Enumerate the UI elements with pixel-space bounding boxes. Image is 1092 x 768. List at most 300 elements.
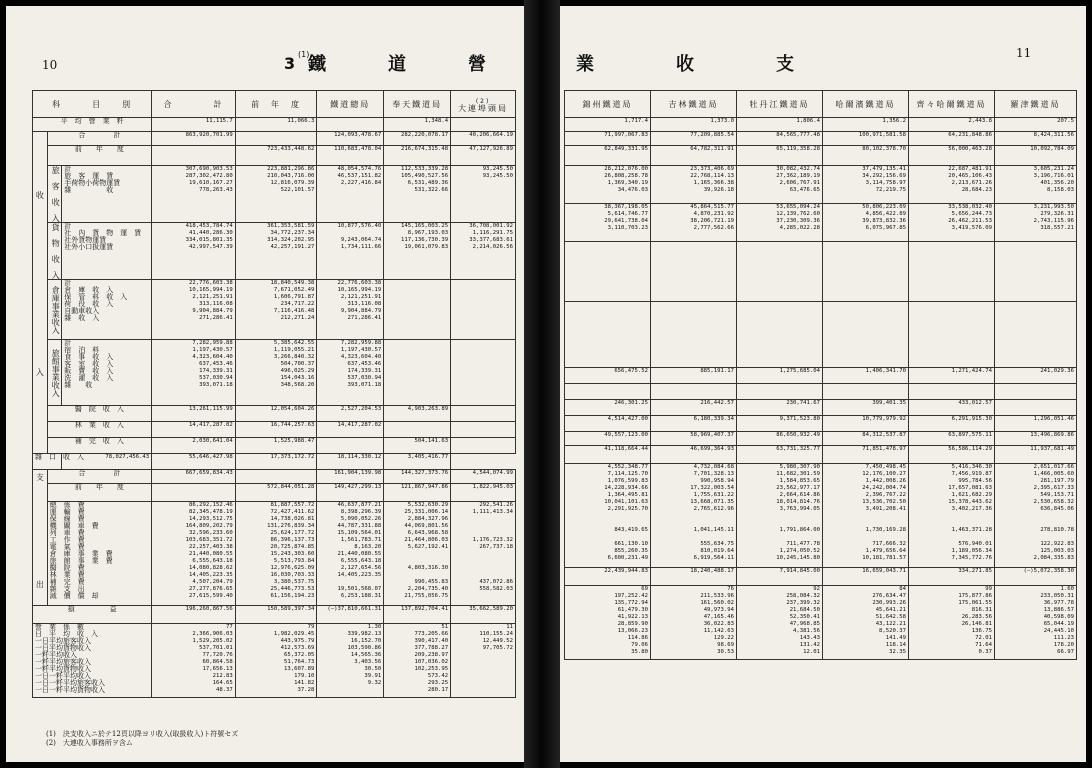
cell-bureau: 14,417,287.02 [317,422,384,438]
value-line: 2,366,906.03 [192,631,233,637]
cell-bureau: 17,373,172.72 [235,454,317,470]
cell-total [152,280,236,340]
cell-qiqihar [909,302,995,368]
value-line: 29,641,738.04 [604,218,648,224]
value-line: 393,071.18 [347,382,382,388]
value-line: 10,041,101.63 [604,499,648,505]
value-line [453,565,513,572]
value-line [319,187,381,194]
sub-label: 日 平 均 收 入 [35,630,98,638]
right-page [560,6,1086,762]
value-line: 318,557.21 [1040,225,1074,231]
cell-bureau: (—)37,810,661.31 [317,606,384,624]
value-line: 339,982.13 [347,631,382,637]
cell-bureau [317,502,384,606]
value-line: 3,231,993.50 [1033,204,1074,210]
value-line [319,230,381,237]
value-line: 810,019.64 [700,548,734,554]
page-title-right: 業 收 支 [576,54,796,75]
value-line: 178.20 [1053,642,1074,648]
sub-label: 食 事 收 入 [64,353,114,361]
sub-label: 雜 收 [64,381,93,389]
value-line: 573.42 [427,673,449,679]
value-line: 66.97 [1057,649,1074,655]
value-line: 5,416,346.30 [951,464,992,470]
value-line [453,530,513,537]
value-line: 33,377,683.61 [469,237,513,243]
value-line: 7,116,416.48 [273,308,315,314]
value-line: 9,904,884.79 [340,308,382,314]
cell-jilin: 6,180,339.34 [651,416,737,432]
value-line: 258,084.32 [786,593,820,599]
value-line: 717,666.32 [872,541,906,547]
sub-label: 客 室 收 入 [64,360,114,368]
value-line: 30.50 [364,666,382,672]
value-line: 5,980,307.90 [779,464,820,470]
cell-fengtian [384,280,451,340]
cell-total: 863,920,701.99 [152,132,236,146]
value-line [319,579,381,586]
value-line: 26,146.81 [961,621,992,627]
value-line: 1,119,055.21 [273,347,315,353]
cell-mudanjiang [737,204,823,242]
cell-fengtian [384,624,451,698]
cell-dalian: 40,206,664.19 [451,132,516,146]
value-line: 37,230,309.36 [776,218,820,224]
cell-jinzhou [565,204,651,242]
cell-fengtian: 18,114,330.12 [317,454,384,470]
value-line: 855,260.35 [614,548,648,554]
cell-luojin: 13,496,869.86 [995,432,1077,446]
value-line: 38,367,198.05 [604,204,648,210]
value-line: 4,870,231.92 [693,211,734,217]
value-line [825,520,906,527]
value-line: 39,926.18 [703,187,734,193]
cell-luojin [995,204,1077,242]
value-line: 125,003.03 [1040,548,1074,554]
sub-label: 運 輸 費 [49,508,85,516]
value-line [319,687,381,694]
value-line: 37,479,135.41 [862,166,906,172]
value-line: 15,243,303.60 [270,551,315,557]
value-line: 44,069,801.56 [404,523,449,529]
left-table-body [33,118,516,698]
value-line: 34,476.03 [617,187,648,193]
table-row [33,502,516,606]
value-line: 102,253.95 [414,666,449,672]
value-line [453,551,513,558]
cell-harbin [823,302,909,368]
sub-label: 一粁平均收入 [35,651,77,659]
cell-mudanjiang: 9,371,523.80 [737,416,823,432]
cell-harbin [823,464,909,568]
sub-label: 一粁平均旅客收入 [35,658,91,666]
value-line: 1,176,723.32 [472,537,513,543]
value-line: 79 [307,624,315,630]
row-label: 損 益 [33,606,152,624]
value-line: 377,788.27 [414,645,449,651]
table-row [565,586,1077,660]
cell-luojin: 241,029.36 [995,368,1077,384]
value-line: 21,464,806.03 [404,537,449,543]
row-label: 補 完 收 入 [47,438,152,454]
value-line: 10,165,994.19 [189,287,233,293]
value-line: 1,982,029.45 [273,631,315,637]
value-line: 412,573.69 [280,645,315,651]
value-line: 164,809,202.79 [185,523,233,529]
value-line: 14,405,223.35 [189,572,233,578]
value-line: 16,152.70 [350,638,382,644]
value-line: 3,110,703.23 [607,225,648,231]
value-line [453,593,513,600]
value-line [453,673,513,680]
value-line: 2,127,654.56 [340,565,382,571]
sub-labels [62,166,152,223]
expense-side-char: 支 [35,473,44,482]
value-line: 27,615,599.40 [189,593,233,599]
value-line: 13,886.57 [1043,607,1074,613]
value-line: 71.64 [975,642,992,648]
value-line: 12,816,079.39 [270,180,315,186]
value-line: 287,302,472.80 [185,173,233,179]
value-line: 164.65 [212,680,233,686]
cell-luojin: (—)5,072,358.30 [995,568,1077,586]
cell-harbin: 1,406,341.70 [823,368,909,384]
value-line [567,534,648,541]
cell-luojin: 1,296,051.46 [995,416,1077,432]
value-line: 1,621,682.29 [951,492,992,498]
cell-total: 196,260,867.56 [152,606,236,624]
sub-label: 雜 收 [64,186,114,194]
value-line: 637,453.46 [199,361,233,367]
value-line [386,572,448,579]
sub-label: 一日平均旅客收入 [35,637,91,645]
value-line: 22,776,603.38 [189,280,233,286]
value-line: 271,286.41 [199,315,233,321]
value-line: 42,257,191.27 [270,244,315,250]
value-line: 26,808,258.78 [604,173,648,179]
sub-label: 一日平均貨物收入 [35,644,91,652]
sub-label: 減 價 償 却 [49,592,99,600]
table-row [33,406,516,422]
value-line: 537,701.01 [199,645,233,651]
table-row [33,454,516,470]
value-line: 135,772.94 [614,600,648,606]
value-line: 496,025.29 [280,368,315,374]
cell-total: 78,027,456.43 [62,454,152,470]
cell-jinzhou [565,302,651,368]
value-line: 45,641.21 [875,607,906,613]
value-line: 3,402,217.36 [951,506,992,512]
sub-label: 補 完 費 [49,578,85,586]
value-line: 22,257,403.38 [189,544,233,550]
row-label: 醫 院 收 入 [47,406,152,422]
value-line [453,680,513,687]
value-line: 25,331,006.14 [404,509,449,515]
value-line [453,558,513,565]
sub-labels [62,223,152,280]
cell-harbin: 10,779,979.92 [823,416,909,432]
cell-bureau: 2,527,204.53 [317,406,384,422]
table-row [565,432,1077,446]
value-line: 4,732,084.68 [693,464,734,470]
value-line: 234,717.22 [280,301,315,307]
value-line: 41,922.13 [617,614,648,620]
value-line: 637,453.46 [347,361,382,367]
value-line [653,534,734,541]
cell-total: 14,417,287.02 [152,422,236,438]
value-line: 2,227,416.84 [340,180,382,186]
table-row [565,416,1077,432]
value-line: 1,606,791.87 [273,294,315,300]
cell-mudanjiang [737,166,823,204]
cell-fengtian: 121,867,947.86 [384,484,451,502]
cell-mudanjiang: 1,275,685.04 [737,368,823,384]
value-line: 816.31 [971,607,992,613]
table-row [33,146,516,166]
cell-fengtian [384,422,451,438]
value-line: 7,671,052.49 [273,287,315,293]
value-line: 28,684.23 [961,187,992,193]
value-line: 110,155.24 [479,631,513,637]
value-line: 8,398,296.39 [340,509,382,515]
value-line: 4,323,604.40 [192,354,233,360]
value-line: 1,734,111.66 [340,244,382,250]
value-line: 43,122.21 [875,621,906,627]
table-row [33,223,516,280]
value-line: 154,043.16 [280,375,315,381]
value-line [453,687,513,694]
col-header-mudanjiang: 牡丹江鐵道局 [737,91,823,118]
value-line: 131,276,839.34 [267,523,315,529]
cell-luojin [995,166,1077,204]
value-line: 223,881,296.86 [267,166,315,172]
cell-dalian: 4,544,074.99 [451,470,516,484]
value-line: 2,651,017.66 [1033,464,1074,470]
value-line: 576,940.01 [958,541,992,547]
value-line: 47,968.85 [789,621,820,627]
cell-qiqihar: 433,012.57 [909,400,995,416]
value-line: 7,282,959.88 [340,340,382,346]
left-ledger-table [32,90,516,698]
value-line: 0.37 [978,649,992,655]
cell-total [152,223,236,280]
sub-label: 總 係 費 [49,501,85,509]
value-line: 995,784.56 [958,478,992,484]
cell-total [152,166,236,223]
value-line: 1.30 [367,624,382,630]
cell-harbin [823,586,909,660]
cell-harbin: 84,312,537.87 [823,432,909,446]
expense-side-label [33,470,48,606]
value-line: 4,507,204.79 [192,579,233,585]
value-line [997,513,1074,520]
cell-total: 11,115.7 [152,118,236,132]
value-line: 97,705.72 [482,645,513,651]
value-line: 2,121,251.91 [340,294,382,300]
cell-mudanjiang: 230,741.67 [737,400,823,416]
row-label: 平 均 營 業 粁 [33,118,152,132]
value-line: 1,364,495.81 [607,492,648,498]
cell-dalian [451,406,516,422]
table-row [565,400,1077,416]
sub-label: 荷 役 收 入 [64,300,114,308]
value-line: 281,197.79 [1040,478,1074,484]
col-header-jilin: 吉林鐵道局 [651,91,737,118]
value-line: 1,730,169.28 [865,527,906,533]
value-line [567,520,648,527]
sub-label: 手荷物小荷物運賃 [64,179,121,187]
value-line: 30.53 [717,649,734,655]
cell-luojin [995,400,1077,416]
left-header-row [33,91,516,118]
right-ledger-table [564,90,1077,660]
value-line: 1,463,371.28 [951,527,992,533]
value-line: 9.32 [367,680,382,686]
cell-dalian [451,502,516,606]
sub-label: 計 [64,222,72,230]
cell-harbin: 71,851,478.97 [823,446,909,464]
value-line: 77 [226,624,233,630]
value-line: 437,072.86 [479,579,513,585]
value-line: 32.35 [889,649,906,655]
row-label: 前 年 度 [47,484,152,502]
value-line: 5,656,244.73 [951,211,992,217]
value-line: 13,536,702.50 [862,499,906,505]
cell-jilin [651,166,737,204]
cell-mudanjiang: 7,914,845.00 [737,568,823,586]
col-header-dalian: (2) 大連埠頭局 [451,91,516,118]
cell-qiqihar: 56,000,463.28 [909,146,995,166]
value-line: 47,165.46 [703,614,734,620]
left-page [6,6,524,762]
value-line: 1,369,340.19 [607,180,648,186]
right-header-row [565,91,1077,118]
cell-jilin [651,586,737,660]
value-line: 19,061,079.83 [404,244,449,250]
cell-qiqihar [909,464,995,568]
value-line: 7,282,959.88 [192,340,233,346]
value-line: 175,877.86 [958,593,992,599]
expense-side-char: 出 [35,580,44,589]
cell-jinzhou: 41,118,664.44 [565,446,651,464]
value-line: 175,061.55 [958,600,992,606]
value-line: 112,533,339.28 [400,166,449,172]
value-line: 8,520.37 [879,628,906,634]
value-line: 348,568.20 [280,382,315,388]
value-line: 2,291,925.70 [607,506,648,512]
table-row [33,484,516,502]
value-line: 233,050.31 [1040,593,1074,599]
value-line: 2,664,614.86 [779,492,820,498]
value-line: 19,501,568.07 [337,586,382,592]
value-line: 12.01 [803,649,820,655]
row-label: 前 年 度 [47,146,152,166]
dalian-note: (2) [475,97,491,105]
value-line: 1,561,783.71 [340,537,382,543]
value-line: 2,777,562.66 [693,225,734,231]
cell-mudanjiang [737,464,823,568]
value-line: 1,041,145.11 [693,527,734,533]
cell-mudanjiang: 86,650,932.49 [737,432,823,446]
value-line: 98.69 [717,642,734,648]
value-line: 14,565.36 [350,652,382,658]
value-line: 23,373,406.69 [690,166,734,172]
value-line: 93,245.50 [482,173,513,179]
value-line: 276,634.47 [872,593,906,599]
cell-prev [235,470,317,484]
cell-total: 667,659,834.43 [152,470,236,484]
value-line: 22,687,481.91 [948,166,992,172]
cell-luojin [995,586,1077,660]
value-line: 72,219.75 [875,187,906,193]
value-line: 843,419.65 [614,527,648,533]
value-line: 10,181,781.57 [862,555,906,561]
value-line: 14,293,512.75 [189,516,233,522]
group-label: 旅館事業收入 [47,340,62,406]
sub-label: 列 車 費 [49,529,85,537]
value-line: 1,197,430.57 [192,347,233,353]
value-line [825,513,906,520]
value-line: 558,582.03 [479,586,513,592]
cell-fengtian: 216,674,315.48 [384,146,451,166]
cell-qiqihar: 6,291,915.30 [909,416,995,432]
cell-total [152,502,236,606]
value-line: 122,922.83 [1040,541,1074,547]
value-line: 30,082,432.74 [776,166,820,172]
sub-label: 雜 收 入 [64,314,100,322]
value-line: 10,877,576.40 [337,223,382,229]
value-line: 33,538,032.40 [948,204,992,210]
value-line: 1,076,599.83 [607,478,648,484]
value-line: 7,456,919.87 [951,471,992,477]
cell-mudanjiang: 84,565,777.48 [737,132,823,146]
expense-sub-labels [47,502,152,606]
value-line: 3,266,840.32 [273,354,315,360]
page-number-right: 11 [1016,46,1032,60]
value-line: 27,362,189.19 [776,173,820,179]
value-line [453,523,513,530]
value-line: 3,196,716.01 [1033,173,1074,179]
value-line: 131.42 [799,642,820,648]
table-row [565,118,1077,132]
cell-jilin: 1,373.0 [651,118,737,132]
value-line: 2,743,115.96 [1033,218,1074,224]
value-line: 34,292,156.69 [862,173,906,179]
cell-fengtian: 137,892,704.41 [384,606,451,624]
cell-fengtian: 144,327,373.76 [384,470,451,484]
row-label: 合 計 [47,132,152,146]
cell-prev: 150,589,397.34 [235,606,317,624]
value-line [997,534,1074,541]
footnotes [46,730,238,748]
value-line: 3,491,208.41 [865,506,906,512]
value-line: 3,403.56 [354,659,382,665]
cell-jilin [651,384,737,400]
value-line: 280.17 [427,687,449,693]
value-line: 32,596,233.60 [189,530,233,536]
value-line [997,520,1074,527]
value-line [386,551,448,558]
value-line: 6,253,188.31 [340,593,382,599]
cell-prev [235,280,317,340]
value-line: 1,755,631.22 [693,492,734,498]
value-line: 11 [506,624,513,630]
value-line [453,572,513,579]
value-line: 5,513,793.84 [273,558,315,564]
sub-label: 販 賣 收 入 [64,367,114,375]
value-line: 2,884,327.96 [407,516,449,522]
